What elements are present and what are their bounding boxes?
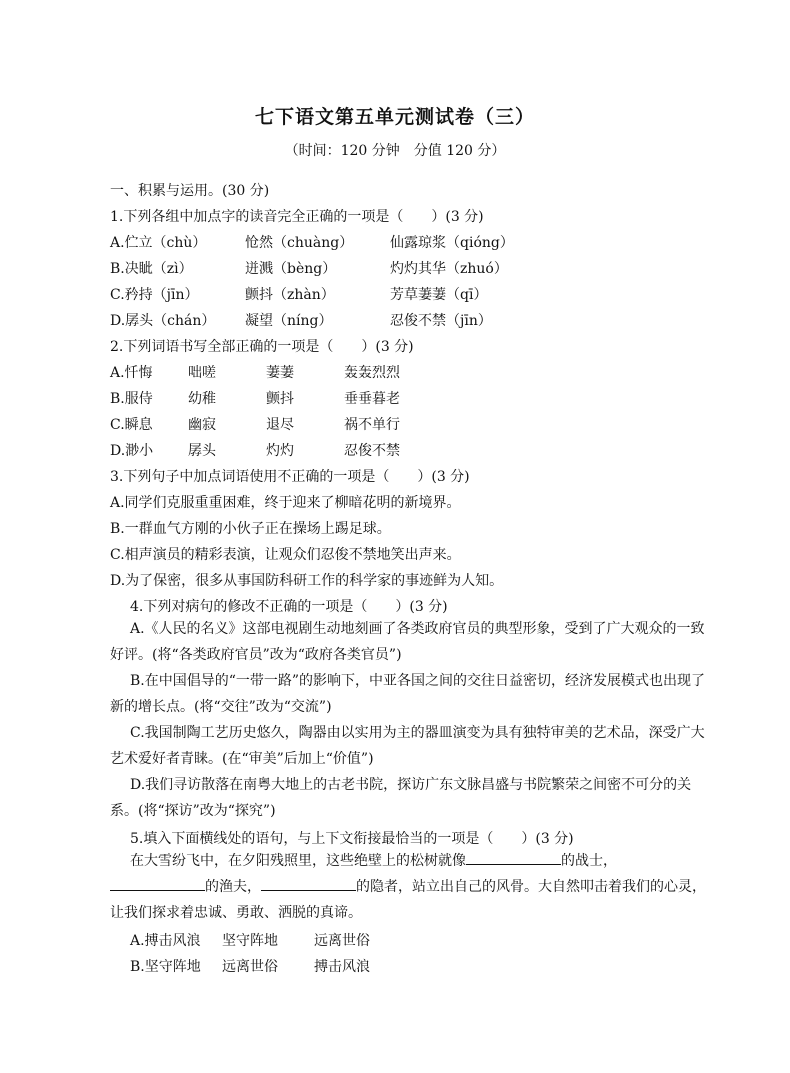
option-part: A.忏悔 [110,365,153,381]
option-part: B.坚守阵地 [130,959,201,975]
passage-text: 的战士， [561,853,617,869]
option-part: 灼灼其华（zhuó） [390,261,508,277]
option-part: D.渺小 [110,443,154,459]
option-part: 忍俊不禁 [344,443,400,459]
option-part: 搏击风浪 [314,959,370,975]
option-part: 怆然（chuàng） [245,235,354,251]
question-5-option-a [130,930,370,950]
option-part: 退尽 [266,417,294,433]
question-3-option-b: B.一群血气方刚的小伙子正在操场上踢足球。 [110,521,391,537]
passage-text: 的渔夫， [205,879,261,895]
option-part: 幽寂 [188,417,216,433]
question-4-option-b: B.在中国倡导的“一带一路”的影响下，中亚各国之间的交往日益密切，经济发展模式也出现了新的增长点。(将“交往”改为“交流”) [110,673,706,715]
option-part: 咄嗟 [188,365,216,381]
option-part: 轰轰烈烈 [344,365,400,381]
question-2-option-c [110,414,400,434]
question-2-option-a [110,362,400,382]
question-1-option-b [110,258,508,278]
option-part: C.矜持（jīn） [110,287,199,303]
question-5-stem: 5.填入下面横线处的语句，与上下文衔接最恰当的一项是（ ）(3 分) [130,831,574,847]
option-part: 仙露琼浆（qióng） [390,235,514,251]
question-4-stem: 4.下列对病句的修改不正确的一项是（ ）(3 分) [130,599,448,615]
option-part: 颤抖 [266,391,294,407]
option-part: A.搏击风浪 [130,933,201,949]
option-part: B.决眦（zì） [110,261,193,277]
question-5-option-b [130,956,370,976]
question-2-option-b [110,388,400,408]
question-2-stem: 2.下列词语书写全部正确的一项是（ ）(3 分) [110,339,414,355]
page-subtitle: （时间：120 分钟 分值 120 分） [284,143,506,159]
option-part: A.伫立（chù） [110,235,207,251]
question-1-option-d [110,310,492,330]
question-2-option-d [110,440,400,460]
option-part: 灼灼 [266,443,294,459]
answer-blank-3[interactable] [261,876,356,891]
option-part: B.服侍 [110,391,153,407]
option-part: 幼稚 [188,391,216,407]
passage-text: 的隐者，站立出自己的风骨。大自然叩击着我们的心灵，让我们探求着忠诚、勇敢、洒脱的真谛。 [110,879,706,921]
question-1-option-c [110,284,487,304]
option-part: 迸溅（bèng） [245,261,337,277]
option-part: 孱头 [188,443,216,459]
page-title: 七下语文第五单元测试卷（三） [254,106,535,128]
option-part: 忍俊不禁（jīn） [390,313,492,329]
question-3-option-c: C.相声演员的精彩表演，让观众们忍俊不禁地笑出声来。 [110,547,461,563]
option-part: 芳草萋萋（qī） [390,287,488,303]
question-5-passage [110,848,710,926]
section-heading: 一、积累与运用。(30 分) [110,183,270,199]
option-part: 颤抖（zhàn） [245,287,335,303]
question-1-stem: 1.下列各组中加点字的读音完全正确的一项是（ ）(3 分) [110,209,484,225]
answer-blank-1[interactable] [466,850,561,865]
question-4-option-d: D.我们寻访散落在南粤大地上的古老书院，探访广东文脉昌盛与书院繁荣之间密不可分的关系。(将“探访”改为“探究”) [110,777,692,819]
option-part: D.孱头（chán） [110,313,216,329]
question-4-option-c: C.我国制陶工艺历史悠久，陶器由以实用为主的器皿演变为具有独特审美的艺术品，深受广大艺术爱好者青睐。(在“审美”后加上“价值”) [110,725,705,767]
question-4-option-a: A.《人民的名义》这部电视剧生动地刻画了各类政府官员的典型形象，受到了广大观众的一致好评。(将“各类政府官员”改为“政府各类官员”) [110,621,705,663]
option-part: 远离世俗 [314,933,370,949]
question-3-stem: 3.下列句子中加点词语使用不正确的一项是（ ）(3 分) [110,469,470,485]
option-part: 萋萋 [266,365,294,381]
question-3-option-d: D.为了保密，很多从事国防科研工作的科学家的事迹鲜为人知。 [110,573,504,589]
option-part: 垂垂暮老 [344,391,400,407]
option-part: 凝望（níng） [245,313,333,329]
answer-blank-2[interactable] [110,876,205,891]
question-3-option-a: A.同学们克服重重困难，终于迎来了柳暗花明的新境界。 [110,495,461,511]
option-part: C.瞬息 [110,417,153,433]
option-part: 祸不单行 [344,417,400,433]
question-1-option-a [110,232,514,252]
option-part: 坚守阵地 [222,933,278,949]
passage-text: 在大雪纷飞中，在夕阳残照里，这些绝壁上的松树就像 [130,853,466,869]
option-part: 远离世俗 [222,959,278,975]
